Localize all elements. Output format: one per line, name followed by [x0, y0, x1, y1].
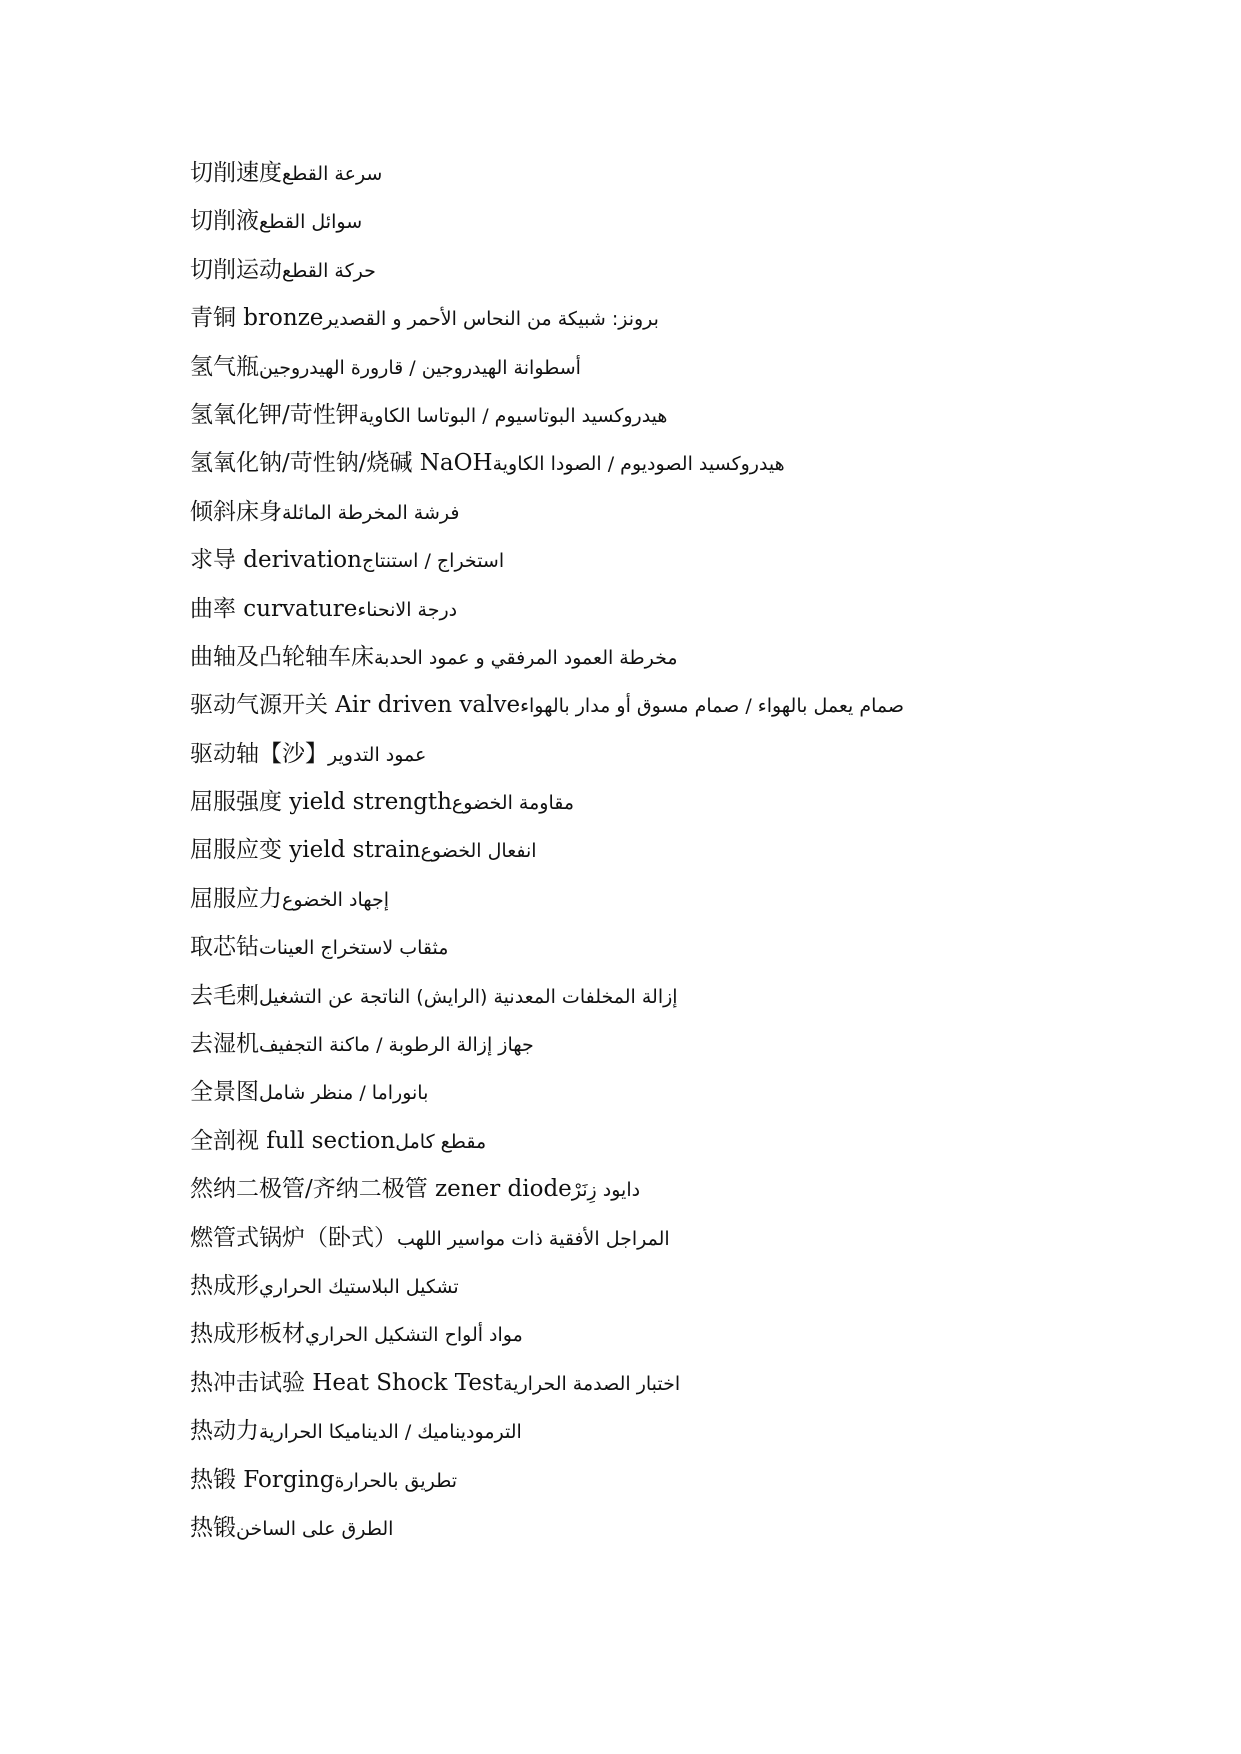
chinese-term: 去湿机: [190, 1031, 259, 1058]
chinese-term: 屈服应变 yield strain: [190, 837, 421, 864]
glossary-entry: [190, 253, 1190, 301]
arabic-translation: الطرق على الساخن: [236, 1517, 394, 1540]
chinese-term: 燃管式锅炉（卧式）: [190, 1224, 397, 1251]
arabic-translation: بانوراما / منظر شامل: [259, 1082, 429, 1105]
arabic-translation: حركة القطع: [282, 259, 376, 282]
chinese-term: 热锻 Forging: [190, 1466, 335, 1493]
chinese-term: 氢氧化钾/苛性钾: [190, 401, 359, 428]
glossary-entry: [190, 1317, 1190, 1365]
arabic-translation: اختبار الصدمة الحرارية: [503, 1372, 681, 1395]
glossary-entry: [190, 882, 1190, 930]
arabic-translation: سرعة القطع: [282, 163, 383, 185]
chinese-term: 驱动气源开关 Air driven valve: [190, 692, 521, 719]
chinese-term: 倾斜床身: [190, 498, 282, 525]
arabic-translation: الترموديناميك / الديناميكا الحرارية: [259, 1421, 522, 1444]
arabic-translation: سوائل القطع: [259, 211, 363, 234]
arabic-translation: المراجل الأفقية ذات مواسير اللهب: [397, 1227, 670, 1250]
glossary-entry: [190, 1221, 1190, 1269]
arabic-translation: عمود التدوير: [328, 743, 427, 766]
arabic-translation: جهاز إزالة الرطوبة / ماكنة التجفيف: [259, 1034, 534, 1057]
arabic-translation: انفعال الخضوع: [420, 840, 537, 863]
glossary-entry: [190, 737, 1190, 785]
glossary-entry: [190, 398, 1190, 446]
chinese-term: 热动力: [190, 1418, 259, 1445]
arabic-translation: فرشة المخرطة المائلة: [282, 501, 460, 524]
chinese-term: 屈服应力: [190, 885, 282, 912]
chinese-term: 氢气瓶: [190, 353, 259, 380]
chinese-term: 然纳二极管/齐纳二极管 zener diode: [190, 1176, 572, 1203]
arabic-translation: برونز: شبيكة من النحاس الأحمر و القصدير: [323, 308, 659, 331]
chinese-term: 氢氧化钠/苛性钠/烧碱 NaOH: [190, 450, 493, 477]
glossary-entry: [190, 1269, 1190, 1317]
glossary-entry: [190, 1027, 1190, 1075]
chinese-term: 切削速度: [190, 160, 282, 186]
chinese-term: 取芯钻: [190, 934, 259, 961]
chinese-term: 切削运动: [190, 256, 282, 283]
glossary-list: [190, 156, 1190, 1559]
arabic-translation: إجهاد الخضوع: [282, 888, 390, 911]
arabic-translation: مثقاب لاستخراج العينات: [259, 937, 449, 960]
glossary-entry: [190, 1366, 1190, 1414]
glossary-entry: [190, 301, 1190, 349]
chinese-term: 青铜 bronze: [190, 305, 324, 332]
glossary-entry: [190, 1414, 1190, 1462]
arabic-translation: تشكيل البلاستيك الحراري: [259, 1275, 459, 1298]
glossary-entry: [190, 495, 1190, 543]
chinese-term: 去毛刺: [190, 982, 259, 1009]
arabic-translation: مخرطة العمود المرفقي و عمود الحدبة: [374, 646, 678, 669]
glossary-entry: [190, 204, 1190, 252]
glossary-entry: [190, 640, 1190, 688]
glossary-entry: [190, 785, 1190, 833]
arabic-translation: هيدروكسيد الصوديوم / الصودا الكاوية: [492, 453, 785, 476]
glossary-entry: [190, 543, 1190, 591]
glossary-entry: [190, 1511, 1190, 1559]
arabic-translation: مقاومة الخضوع: [451, 792, 575, 815]
glossary-entry: [190, 1075, 1190, 1123]
arabic-translation: تطريق بالحرارة: [334, 1469, 458, 1492]
arabic-translation: مقطع كامل: [395, 1130, 487, 1153]
arabic-translation: إزالة المخلفات المعدنية (الرايش) الناتجة عن التشغيل: [259, 985, 678, 1008]
glossary-entry: [190, 1172, 1190, 1220]
chinese-term: 曲轴及凸轮轴车床: [190, 643, 374, 670]
glossary-entry: [190, 592, 1190, 640]
chinese-term: 热冲击试验 Heat Shock Test: [190, 1369, 504, 1396]
glossary-entry: [190, 1463, 1190, 1511]
glossary-entry: [190, 156, 1190, 204]
glossary-entry: [190, 688, 1190, 736]
chinese-term: 曲率 curvature: [190, 595, 358, 622]
glossary-entry: [190, 979, 1190, 1027]
chinese-term: 驱动轴【沙】: [190, 740, 328, 767]
arabic-translation: صمام يعمل بالهواء / صمام مسوق أو مدار بالهواء: [520, 695, 904, 718]
glossary-entry: [190, 930, 1190, 978]
chinese-term: 求导 derivation: [190, 547, 362, 574]
chinese-term: 全景图: [190, 1079, 259, 1106]
glossary-entry: [190, 833, 1190, 881]
chinese-term: 屈服强度 yield strength: [190, 789, 452, 816]
arabic-translation: استخراج / استنتاج: [361, 550, 505, 573]
arabic-translation: دايود زِنَرْ: [571, 1179, 641, 1202]
chinese-term: 热锻: [190, 1514, 236, 1541]
chinese-term: 全剖视 full section: [190, 1127, 396, 1154]
chinese-term: 热成形板材: [190, 1321, 305, 1348]
glossary-entry: [190, 350, 1190, 398]
arabic-translation: مواد ألواح التشكيل الحراري: [305, 1324, 523, 1347]
chinese-term: 热成形: [190, 1272, 259, 1299]
chinese-term: 切削液: [190, 208, 259, 235]
arabic-translation: هيدروكسيد البوتاسيوم / البوتاسا الكاوية: [358, 404, 668, 427]
glossary-entry: [190, 446, 1190, 494]
glossary-entry: [190, 1124, 1190, 1172]
arabic-translation: درجة الانحناء: [357, 598, 458, 621]
arabic-translation: أسطوانة الهيدروجين / قارورة الهيدروجين: [259, 356, 581, 379]
